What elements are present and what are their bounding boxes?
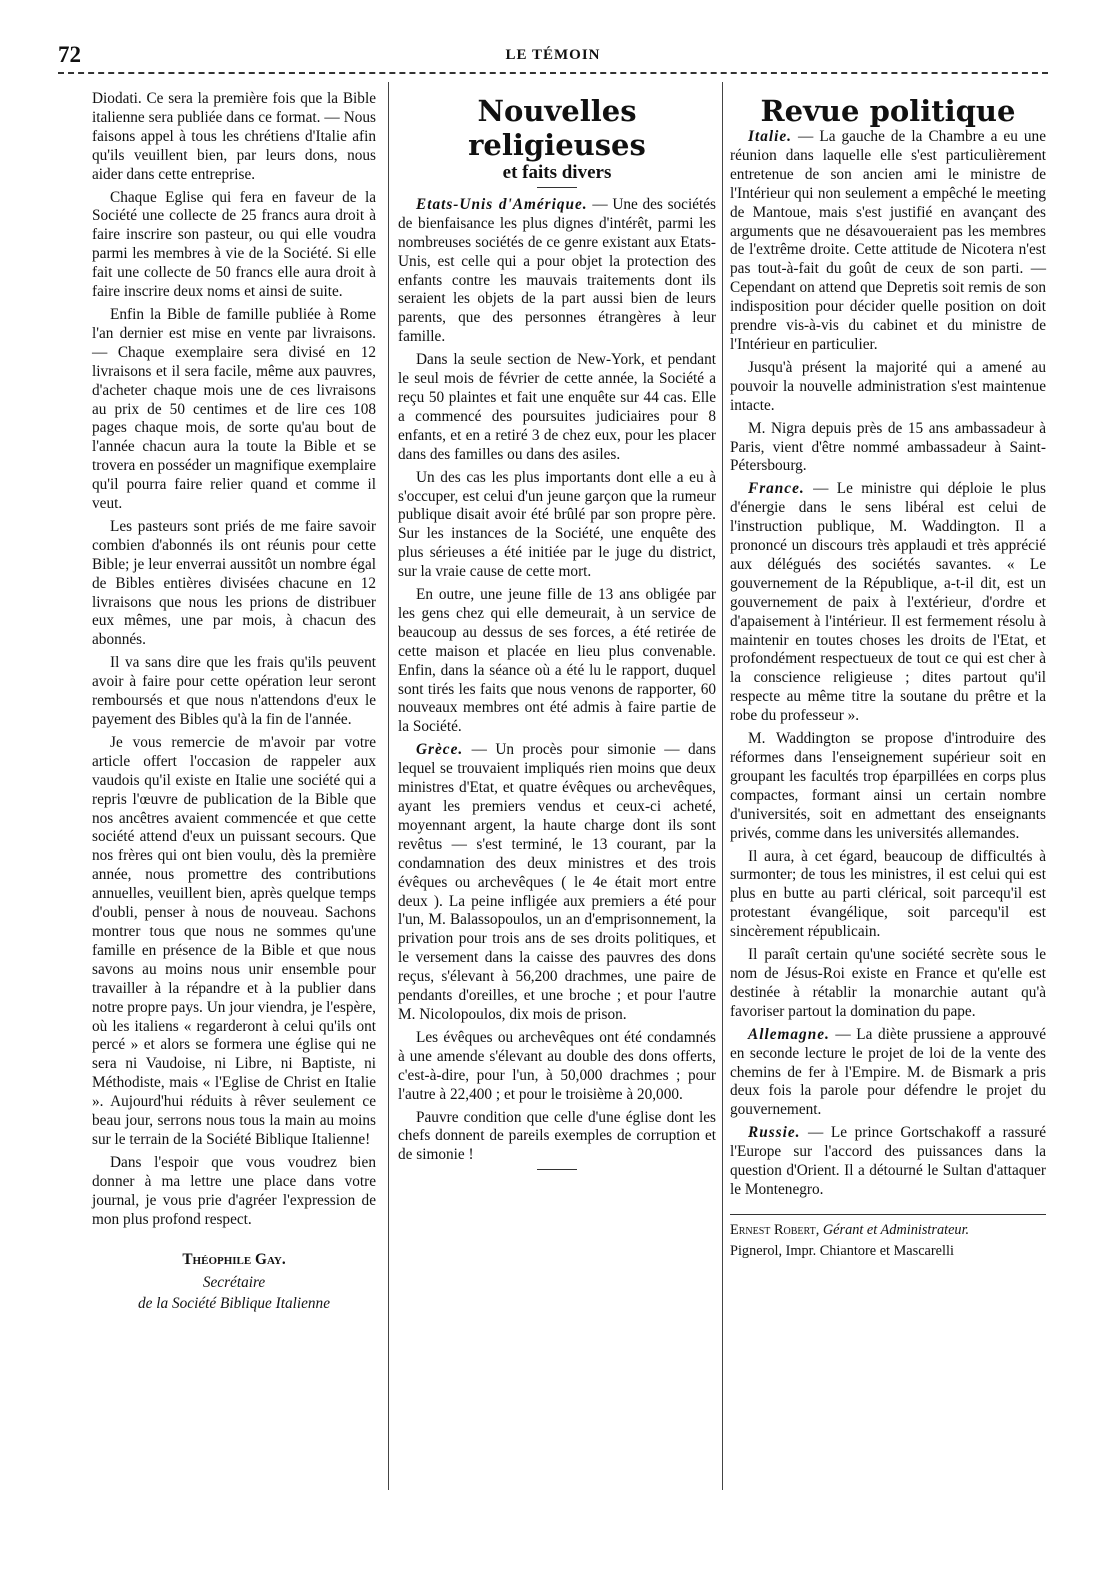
- paragraph: M. Nigra depuis près de 15 ans ambassadeur à Paris, vient d'être nommé ambassadeur à Saint-Pétersbourg.: [730, 419, 1046, 475]
- dateline: Grèce.: [416, 741, 464, 759]
- paragraph: Il paraît certain qu'une société secrète sous le nom de Jésus-Roi existe en France et qu'elle est destinée à rétablir la monarchie autant qu'à favoriser partout la domination du pape.: [730, 946, 1046, 1020]
- paragraph: Dans la seule section de New-York, et pendant le seul mois de février de cette année, la Société a reçu 50 plaintes et fait une enquête sur 44 cas. Elle a commencé des poursuites judiciaires pour 8 enfants, et en a retiré 3 de chez eux, pour les placer dans des familles ou dans des asiles.: [398, 351, 716, 463]
- paragraph: Il va sans dire que les frais qu'ils peuvent avoir à faire pour cette opération leur seront remboursés et que nous n'attendons d'eux le payement des Bibles qu'à la fin de l'année.: [92, 654, 376, 728]
- news-text: — Un procès pour simonie — dans lequel se trouvaient impliqués rien moins que deux ministres d'Etat, et quatre évêques ou archevêques, ayant les premiers vendus et ceux-ci acheté, moyennant argent, la haute charge dont ils sont revêtus — s'est terminé, le 13 courant, par la condamnation des deux ministres et des trois évêques ou archevêques ( le 4e était mort entre deux ). La peine infligée aux premiers a été pour l'un, M. Balassopoulos, un an d'emprisonnement, la privation pour trois ans de ses droits politiques, et le versement dans la caisse des pauvres des dons reçus, s'élevant à 56,200 drachmes, une paire de pendants d'oreilles, et une broche ; et pour l'autre M. Nicolopoulos, dix mois de prison.: [398, 741, 716, 1023]
- imprint-rule: [730, 1214, 1046, 1215]
- paragraph: Diodati. Ce sera la première fois que la Bible italienne sera publiée dans ce format. — Nous faisons appel à tous les chrétiens d'Italie afin qu'ils veuillent bien, par leurs dons, nous aider dans cette entreprise.: [92, 90, 376, 183]
- section-heading: Revue politique: [760, 94, 1016, 128]
- dateline: France.: [748, 480, 805, 498]
- news-item: [398, 196, 716, 347]
- dateline: Russie.: [748, 1124, 801, 1142]
- page-number: 72: [58, 42, 81, 67]
- news-text: — Une des sociétés de bienfaisance les plus dignes d'intérêt, parmi les nombreuses sociétés de ce genre existant aux Etats-Unis, est celle qui a pour objet la protection des enfants contre les mauvais traitements dont ils seraient les objets de la part aussi bien de leurs parents, que des personnes étrangères à leur famille.: [398, 195, 717, 346]
- manager-role: Gérant et Administrateur.: [822, 1221, 970, 1238]
- news-item: [730, 1026, 1046, 1121]
- signature-organization: de la Société Biblique Italienne: [138, 1295, 330, 1313]
- column-letter: [92, 90, 376, 1316]
- news-text: — La gauche de la Chambre a eu une réunion dans laquelle elle s'est particulièrement entretenue de son ancien ami le ministre de l'Intérieur qui non seulement a empêché le meeting de Mantoue, mais s'est justifié en avançant des arguments que ne désavoueraient pas les membres de l'extrême droite. Cette attitude de Nicotera n'est pas tout-à-fait du goût de ceux de son parti. — Cependant on attend que Depretis soit remis de son indisposition pour décider quelle position on doit prendre vis-à-vis du cabinet et du ministre de l'Intérieur en particulier.: [730, 128, 1046, 353]
- paragraph: Enfin la Bible de famille publiée à Rome l'an dernier est mise en vente par livraisons. — Chaque exemplaire sera divisé en 12 livraisons et il sera facile, même aux pauvres, d'acheter chaque mois une de ces livraisons au prix de 50 centimes et de lire ces 108 pages chaque mois, de sorte qu'au bout de l'année chacun aura la toute la Bible et se trovera en posséder un magnifique exemplaire qu'il pourra faire relier quand et comme il veut.: [92, 305, 376, 513]
- news-item: [398, 741, 716, 1025]
- header-rule: [58, 72, 1048, 74]
- signature-role: Secrétaire: [202, 1274, 266, 1292]
- dateline: Etats-Unis d'Amérique.: [416, 195, 588, 213]
- paragraph: M. Waddington se propose d'introduire des réformes dans l'enseignement supérieur soit en groupant les facultés trop éparpillées en corps plus compactes, formant ainsi un certain nombre d'universités, soit en admettant des enseignants privés, comme dans les universités allemandes.: [730, 730, 1046, 842]
- paragraph: Il aura, à cet égard, beaucoup de difficultés à surmonter; de tous les ministres, il est celui qui est plus en butte au parti clérical, soit parcequ'il est protestant évangélique, soit parcequ'il est sincèrement républicain.: [730, 847, 1046, 941]
- imprint-printer: Pignerol, Impr. Chiantore et Mascarelli: [730, 1242, 954, 1259]
- paragraph: En outre, une jeune fille de 13 ans obligée par les gens chez qui elle demeurait, à un service de beaucoup au dessus de ses forces, a été retirée de cette maison et placée en lieu plus convenable. Enfin, dans la séance où a été lu le rapport, duquel sont tirés les faits que nous venons de rapporter, 60 nouveaux membres ont été admis à faire partie de la Société.: [398, 586, 716, 736]
- end-rule: [537, 1169, 577, 1170]
- page-header: [58, 38, 1048, 72]
- paragraph: Les évêques ou archevêques ont été condamnés à une amende s'élevant au double des dons offerts, c'est-à-dire, pour l'un, à 50,000 drachmes ; pour l'autre à 22,400 ; et pour le troisième à 20,000.: [398, 1028, 716, 1103]
- journal-title: LE TÉMOIN: [505, 47, 601, 63]
- short-rule: [537, 187, 577, 188]
- paragraph: Pauvre condition que celle d'une église dont les chefs donnent de pareils exemples de corruption et de simonie !: [398, 1108, 716, 1164]
- column-religious-news: [398, 90, 716, 1178]
- signature-name: Théophile Gay.: [182, 1251, 286, 1269]
- paragraph: Les pasteurs sont priés de me faire savoir combien d'abonnés ils ont réunis pour cette Bible; je leur enverrai aussitôt un nombre égal de Bibles entières divisées chacune en 12 livraisons que nous les prions de distribuer eux mêmes, une par mois, à chacun des abonnés.: [92, 517, 376, 649]
- dateline: Allemagne.: [748, 1025, 830, 1043]
- news-text: — La diète prussiene a approuvé en seconde lecture le projet de loi de la vente des chemins de fer à l'Empire. M. de Bismark a pris deux fois la parole pour défendre le projet du gouvernement.: [730, 1025, 1046, 1119]
- column-divider-1: [388, 82, 389, 1490]
- column-divider-2: [722, 82, 723, 1490]
- section-heading: Nouvelles religieuses: [468, 94, 646, 162]
- news-text: — Le ministre qui déploie le plus d'énergie dans le sens libéral est celui de l'instruction publique, M. Waddington. Il a prononcé un discours très applaudi et très apprécié aux délégués des sociétés savantes. « Le gouvernement de la République, a-t-il dit, est un gouvernement de paix à l'extérieur, d'ordre et d'apaisement à l'intérieur. Il est fermement résolu à maintenir en toutes choses les droits de l'Etat, et profondément respectueux de tout ce qui est cher à la conscience religieuse ; dites partout qu'il respecte au même titre la soutane du prêtre et la robe du professeur ».: [730, 480, 1046, 725]
- news-item: [730, 128, 1046, 355]
- news-item: [730, 1124, 1046, 1200]
- paragraph: Un des cas les plus importants dont elle a eu à s'occuper, est celui d'un jeune garçon que la rumeur publique disait avoir été brûlé par son propre père. Sur les instances de la Société, une enquête des plus sérieuses a été initiée par le juge du district, sur la vraie cause de cette mort.: [398, 468, 716, 581]
- paragraph: Dans l'espoir que vous voudrez bien donner à ma lettre une place dans votre journal, je vous prie d'agréer l'expression de mon plus profond respect.: [92, 1153, 376, 1228]
- paragraph: Je vous remercie de m'avoir par votre article offert l'occasion de rappeler aux vaudois qu'il existe en Italie une société qui a repris l'œuvre de publication de la Bible que nos ancêtres avaient commencée et que cette société attend d'eux un puissant secours. Que nos frères qui ont bien voulu, dès la première année, nous promettre des contributions annuelles, veuillent bien, après quelque temps d'oubli, penser à nous de nouveau. Sachons montrer tous que nous ne sommes qu'une famille en présence de la Bible et que nous savons au moins nous unir ensemble pour travailler à la répandre et à la publier dans notre propre pays. Un jour viendra, je l'espère, où les italiens « regarderont à celui qu'ils ont percé » et alors se formera une église qui ne sera ni Vaudoise, ni Libre, ni Baptiste, ni Méthodiste, mais « l'Eglise de Christ en Italie ». Aujourd'hui réduits à rêver seulement ce beau jour, serrons nous tous la main au moins sur le terrain de la Société Biblique Italienne!: [92, 733, 376, 1148]
- manager-name: Ernest Robert,: [730, 1221, 820, 1238]
- imprint-manager: [730, 1221, 1046, 1240]
- news-text: — Le prince Gortschakoff a rassuré l'Europe sur l'accord des puissances dans la question d'Orient. Il a détourné le Sultan d'attaquer le Montenegro.: [730, 1124, 1047, 1198]
- column-political-review: [730, 90, 1046, 1263]
- dateline: Italie.: [748, 128, 792, 145]
- paragraph: Jusqu'à présent la majorité qui a amené au pouvoir la nouvelle administration s'est maintenue intacte.: [730, 358, 1046, 414]
- news-item: [730, 480, 1046, 726]
- paragraph: Chaque Eglise qui fera en faveur de la Société une collecte de 25 francs aura droit à faire inscrire son pasteur, ou qui elle voudra parmi les membres à vie de la Société. Si elle fait une collecte de 50 francs elle aura droit à faire inscrire deux noms et ainsi de suite.: [92, 188, 376, 301]
- section-subheading: et faits divers: [502, 162, 612, 183]
